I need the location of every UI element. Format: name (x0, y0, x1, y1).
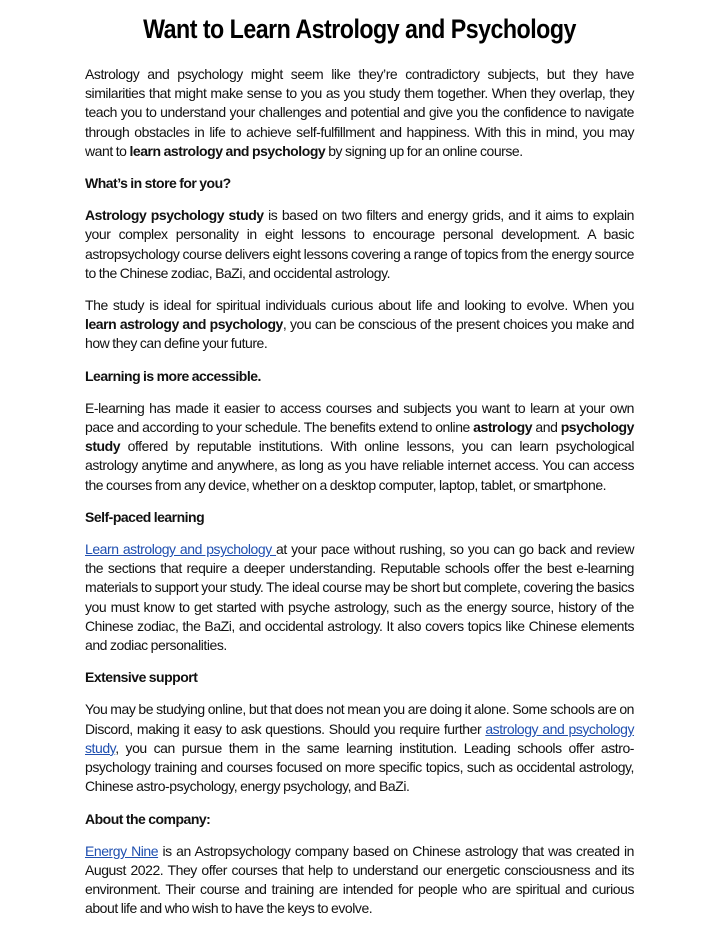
section-heading-accessible: Learning is more accessible. (85, 367, 261, 384)
page-title: Want to Learn Astrology and Psychology (143, 14, 576, 44)
intro-tail: by signing up for an online course. (325, 142, 523, 159)
accessible-text-3: offered by reputable institutions. With online lessons, you can learn psychological astrology anytime and anywhere, as long as you have reliable internet access. You can access the courses from any device, whether on a desktop computer, laptop, tablet, or smartphone. (85, 438, 634, 493)
company-paragraph (85, 842, 634, 919)
astrology-psychology-study-link[interactable]: astrology and psychology study (85, 720, 634, 756)
support-text-1: You may be studying online, but that does not mean you are doing it alone. Some schools are on Discord, making it easy to ask questions. Should you require further (85, 701, 634, 737)
section-heading-self-paced: Self-paced learning (85, 508, 205, 525)
store-paragraph-1 (85, 206, 634, 283)
store-paragraph-2 (85, 296, 634, 354)
store-p2-tail: , you can be conscious of the present choices you make and how they can define your future. (85, 316, 635, 352)
support-paragraph (85, 700, 634, 796)
accessible-text-1: E-learning has made it easier to access courses and subjects you want to learn at your own pace and according to your schedule. The benefits extend to online (85, 399, 634, 436)
learn-astrology-link[interactable]: Learn astrology and psychology (85, 541, 277, 558)
self-paced-paragraph (85, 540, 634, 655)
accessible-text-2: and (532, 419, 561, 436)
store-p2-bold: learn astrology and psychology (85, 316, 283, 333)
store-p2-text: The study is ideal for spiritual individuals curious about life and looking to evolve. When you (85, 297, 634, 314)
accessible-paragraph (85, 399, 634, 495)
accessible-bold-1: astrology (473, 419, 533, 436)
section-heading-company: About the company: (85, 810, 211, 827)
intro-text: Astrology and psychology might seem like they’re contradictory subjects, but they have similarities that might make sense to you as you study them together. When they overlap, they teach you to understand your challenges and potential and give you the confidence to navigate through obstacles in life to achieve self-fulfillment and happiness. With this in mind, you may want to (85, 66, 634, 159)
store-p1-text: is based on two filters and energy grids, and it aims to explain your complex personality in eight lessons to encourage personal development. A basic astropsychology course delivers eight lessons covering a range of topics from the energy source to the Chinese zodiac, BaZi, and occidental astrology. (85, 207, 634, 281)
support-text-2: , you can pursue them in the same learning institution. Leading schools offer astro-psychology training and courses focused on more specific topics, such as occidental astrology, Chinese astro-psychology, energy psychology, and BaZi. (85, 739, 634, 795)
intro-paragraph (85, 65, 634, 161)
section-heading-store: What’s in store for you? (85, 175, 231, 192)
company-text: is an Astropsychology company based on Chinese astrology that was created in August 2022. They offer courses that help to understand our energetic consciousness and its environment. Their course and training are intended for people who are spiritual and curious about life and who wish to have the keys to evolve. (85, 842, 634, 917)
intro-bold: learn astrology and psychology (129, 142, 326, 159)
store-p1-bold: Astrology psychology study (85, 207, 264, 224)
section-heading-support: Extensive support (85, 669, 198, 686)
accessible-bold-2: psychology study (85, 419, 634, 455)
energy-nine-link[interactable]: Energy Nine (85, 842, 159, 859)
self-paced-text: at your pace without rushing, so you can go back and review the sections that require a deeper understanding. Reputable schools offer the best e-learning materials to support your study. The ideal course may be short but complete, covering the basics you must know to get started with psyche astrology, such as the energy source, history of the Chinese zodiac, the BaZi, and occidental astrology. It also covers topics like Chinese elements and zodiac personalities. (85, 541, 635, 654)
